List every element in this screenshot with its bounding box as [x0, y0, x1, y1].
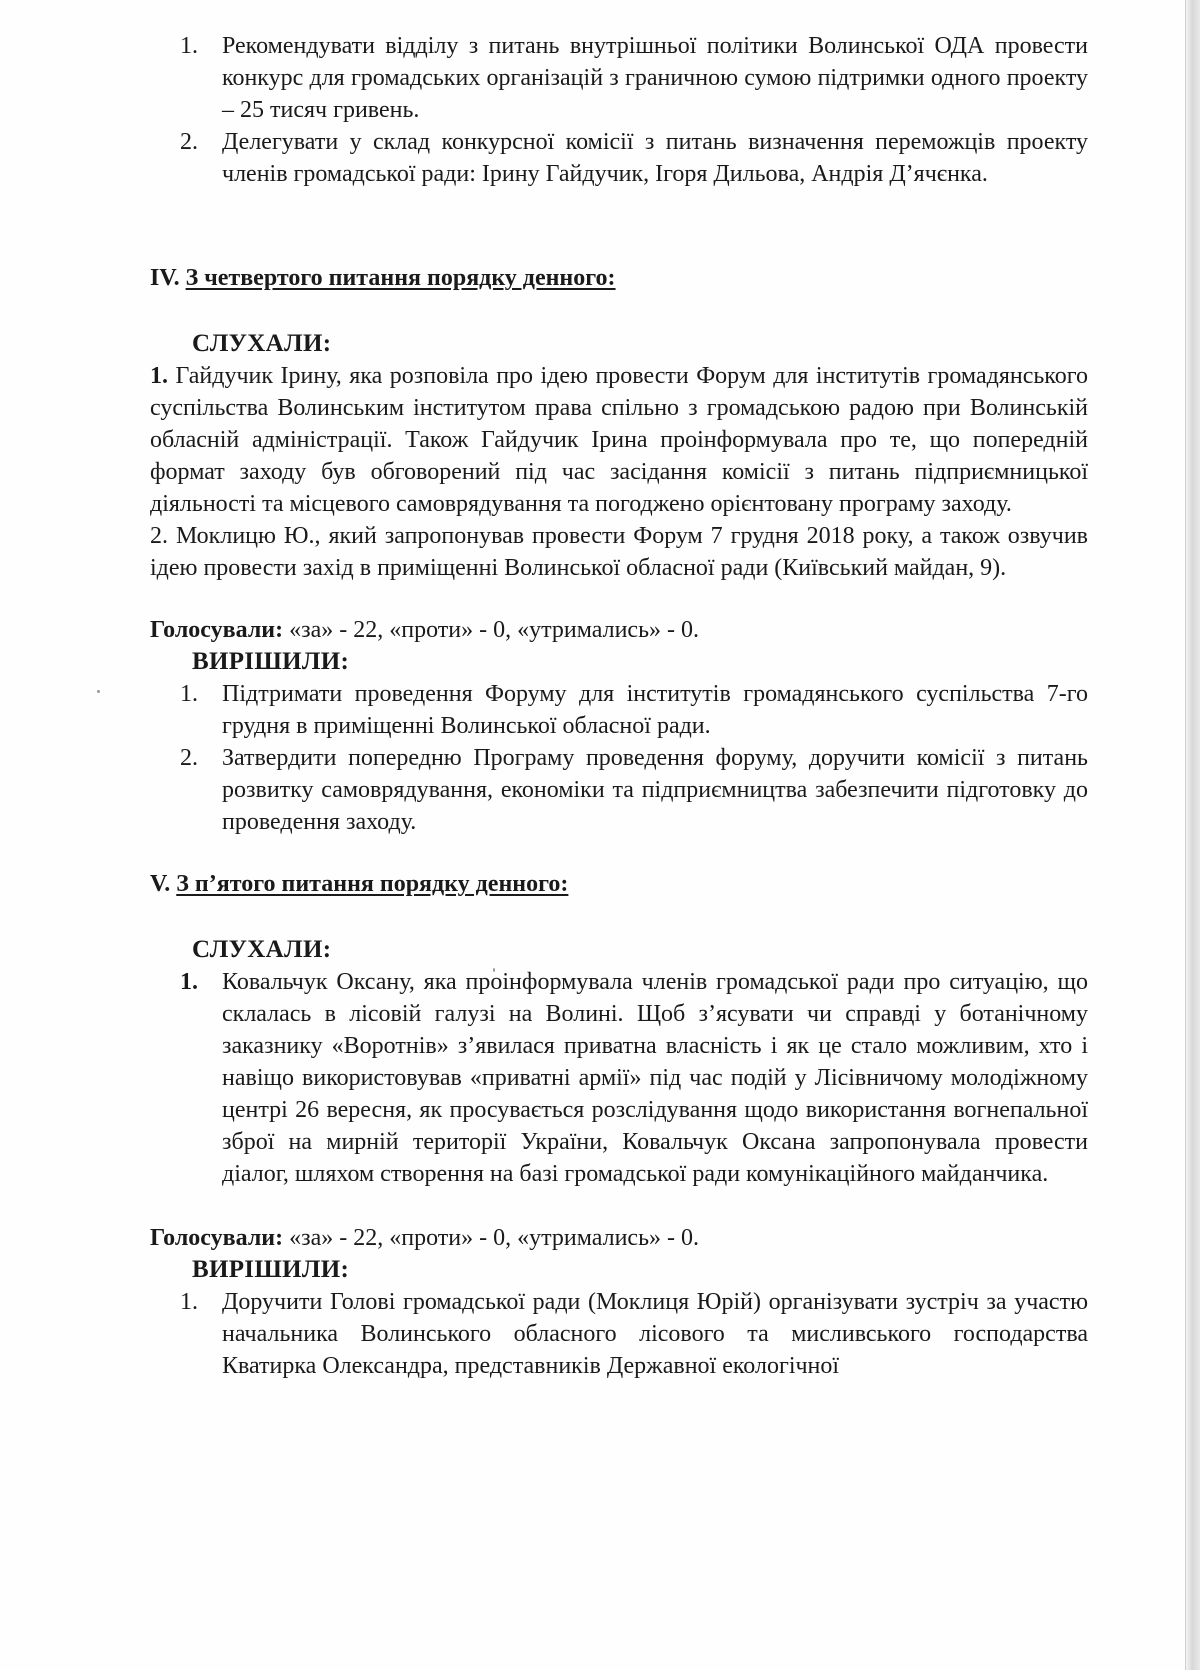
list-item: [150, 126, 1088, 190]
list-number: 1.: [180, 969, 198, 995]
section-4-heard-item-1: [150, 360, 1088, 520]
list-text: Затвердити попередню Програму проведення форуму, доручити комісії з питань розвитку самоврядування, економіки та підприємництва забезпечити підготовку до проведення заходу.: [222, 745, 1088, 835]
list-item: [150, 966, 1088, 1190]
vote-label: Голосували:: [150, 1225, 284, 1251]
list-item: [150, 1286, 1088, 1382]
item-text: Гайдучик Ірину, яка розповіла про ідею провести Форум для інститутів громадянського суспільства Волинським інститутом права спільно з громадською радою при Волинській обласній адміністрації. Також Гайдучик Ірина проінформувала про те, що попередній формат заходу був обговорений під час засідання комісії з питань підприємницької діяльності та місцевого самоврядування та погоджено орієнтовану програму заходу.: [150, 363, 1088, 517]
section-4-heard-item-2: [150, 520, 1088, 584]
section-4-roman: IV.: [150, 265, 180, 291]
item-text: Моклицю Ю., який запропонував провести Форум 7 грудня 2018 року, а також озвучив ідею провести захід в приміщенні Волинської обласної ради (Київський майдан, 9).: [150, 523, 1089, 581]
section-4-title: З четвертого питання порядку денного:: [185, 265, 616, 291]
section-5-title: З п’ятого питання порядку денного:: [176, 871, 569, 897]
section-5-roman: V.: [150, 871, 171, 897]
section-5-heard-label: СЛУХАЛИ:: [192, 936, 332, 963]
list-text: Рекомендувати відділу з питань внутрішньої політики Волинської ОДА провести конкурс для громадських організацій з граничною сумою підтримки одного проекту – 25 тисяч гривень.: [222, 33, 1088, 123]
list-text: Ковальчук Оксану, яка проінформувала членів громадської ради про ситуацію, що склалась в лісовій галузі на Волині. Щоб з’ясувати чи справді у ботанічному заказнику «Воротнів» з’явилася приватна власність і як це стало можливим, хто і навіщо використовував «приватні армії» під час подій у Лісівничому молодіжному центрі 26 вересня, як просувається розслідування щодо використання вогнепальної зброї на мирній території України, Ковальчук Оксана запропонувала провести діалог, шляхом створення на базі громадської ради комунікаційного майданчика.: [222, 969, 1088, 1187]
vote-label: Голосували:: [150, 617, 284, 643]
list-number: 1.: [180, 33, 198, 59]
section-5-heading: [150, 868, 1088, 900]
list-item: [150, 742, 1088, 838]
list-number: 1.: [180, 1289, 198, 1315]
document-body: [150, 30, 1088, 1382]
section-4-decided-label: ВИРІШИЛИ:: [192, 648, 350, 675]
scan-edge-shadow: [1185, 0, 1200, 1670]
section-4-heading: [150, 262, 1088, 294]
list-number: 2.: [180, 745, 198, 771]
scan-speck: [97, 690, 100, 693]
section-5-decided-label: ВИРІШИЛИ:: [192, 1256, 350, 1283]
section-4-decided-list: [150, 678, 1088, 838]
section-5-decided-list: [150, 1286, 1088, 1382]
list-item: [150, 30, 1088, 126]
intro-decisions-list: [150, 30, 1088, 190]
list-text: Делегувати у склад конкурсної комісії з питань визначення переможців проекту членів громадської ради: Ірину Гайдучик, Ігоря Дильова, Андрія Д’ячєнка.: [222, 129, 1088, 187]
list-text: Доручити Голові громадської ради (Моклиця Юрій) організувати зустріч за участю начальника Волинського обласного лісового та мисливського господарства Кватирка Олександра, представників Державної екологічної: [222, 1289, 1088, 1379]
section-4-heard-label: СЛУХАЛИ:: [192, 330, 332, 357]
section-5-vote: [150, 1222, 1088, 1254]
list-number: 2.: [180, 129, 198, 155]
item-number: 2.: [150, 523, 168, 549]
section-5-heard-list: [150, 966, 1088, 1190]
section-4-vote: [150, 614, 1088, 646]
list-number: 1.: [180, 681, 198, 707]
item-number: 1.: [150, 363, 168, 389]
vote-result: «за» - 22, «проти» - 0, «утримались» - 0.: [289, 1225, 700, 1251]
list-text: Підтримати проведення Форуму для інститутів громадянського суспільства 7-го грудня в приміщенні Волинської обласної ради.: [222, 681, 1088, 739]
list-item: [150, 678, 1088, 742]
vote-result: «за» - 22, «проти» - 0, «утримались» - 0.: [289, 617, 700, 643]
